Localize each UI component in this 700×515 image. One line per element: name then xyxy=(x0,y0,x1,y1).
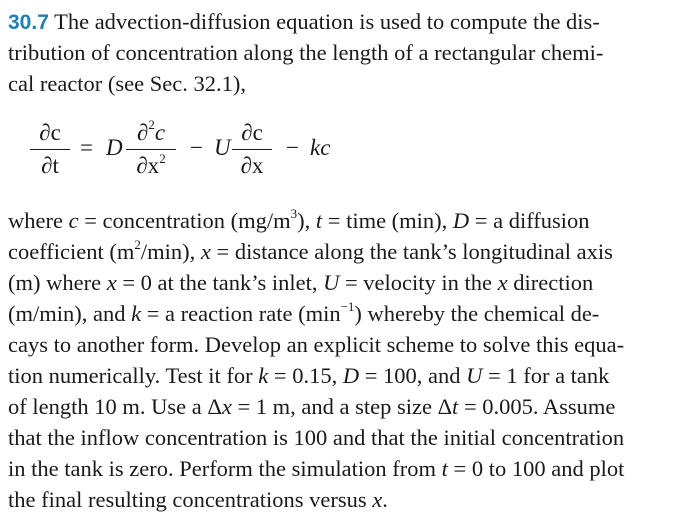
body-line-4: (m/min), and k = a reaction rate $(\min^{-1})$ whereby the chemical de- xyxy=(8,298,600,326)
intro-line-1: 30.7 The advection-diffusion equation is used to compute the dis- xyxy=(8,9,600,34)
first-derivative-fraction: ∂c ∂x xyxy=(232,118,272,181)
body-line-1: where c = concentration $(mg/m^3)$, t = time (min), D = a diffusion xyxy=(8,205,590,233)
advection-diffusion-equation xyxy=(30,118,550,198)
diffusion-coefficient-symbol: D xyxy=(106,135,123,160)
body-line-10: the final resulting concentrations versus x. xyxy=(8,487,388,512)
body-line-8: that the inflow concentration is 100 and that the initial concentration xyxy=(8,425,625,450)
minus-sign-2: − xyxy=(286,135,299,160)
body-line-9: in the tank is zero. Perform the simulation from t = 0 to 100 and plot xyxy=(8,456,625,481)
body-line-7: of length 10 m. Use a Δx = 1 m, and a step size Δt = 0.005. Assume xyxy=(8,394,616,419)
body-line-3: (m) where x = 0 at the tank’s inlet, U = velocity in the x direction xyxy=(8,270,594,295)
problem-body xyxy=(8,205,696,515)
intro-line-3: cal reactor (see Sec. 32.1), xyxy=(8,71,246,96)
body-line-2: coefficient $(m^2/\min)$, x = distance along the tank’s longitudinal axis xyxy=(8,236,613,264)
body-line-6: tion numerically. Test it for k = 0.15, D = 100, and U = 1 for a tank xyxy=(8,363,610,388)
velocity-symbol: U xyxy=(214,135,231,160)
problem-intro xyxy=(8,6,696,99)
equals-sign: = xyxy=(80,135,93,160)
intro-line-2: tribution of concentration along the length of a rectangular chemi- xyxy=(8,40,604,65)
problem-number: 30.7 xyxy=(8,11,49,34)
minus-sign-1: − xyxy=(190,135,203,160)
second-derivative-fraction: ∂$^2$c $\partial x^2$ xyxy=(126,118,176,181)
reaction-term: kc xyxy=(310,135,331,160)
lhs-fraction: ∂c ∂t xyxy=(30,118,70,181)
body-line-5: cays to another form. Develop an explicit scheme to solve this equa- xyxy=(8,332,625,357)
